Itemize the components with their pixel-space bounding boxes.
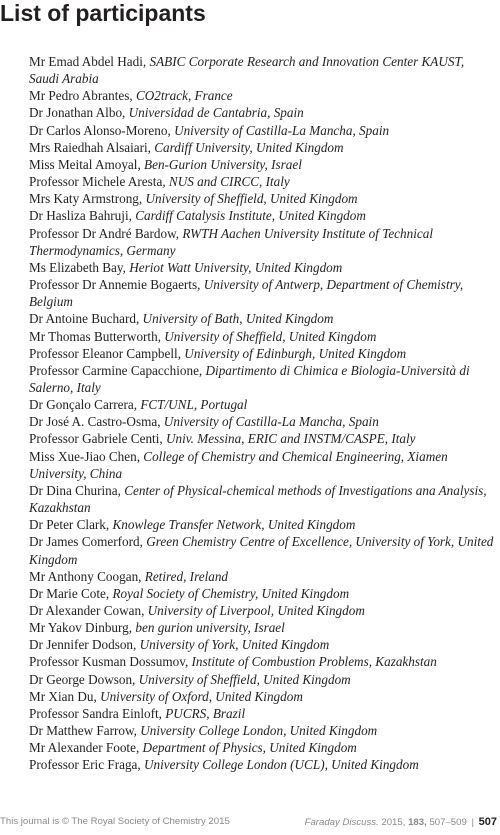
- participant-entry: Professor Carmine Capacchione, Dipartimento di Chimica e Biologia-Università di Salerno, Italy: [29, 362, 470, 395]
- participant-entry: Dr Jennifer Dodson, University of York, United Kingdom: [29, 637, 330, 653]
- participant-affiliation: Ben-Gurion University, Israel: [144, 156, 302, 172]
- participant-affiliation: Dipartimento di Chimica e Biologia-Università di Salerno, Italy: [29, 362, 470, 395]
- participant-affiliation: NUS and CIRCC, Italy: [168, 174, 290, 190]
- participant-name: Mrs Katy Armstrong: [29, 191, 139, 207]
- participant-name: Dr Jennifer Dodson: [29, 637, 134, 653]
- participant-list: [29, 53, 497, 774]
- participant-name: Dr Matthew Farrow: [29, 723, 134, 739]
- participant-affiliation: PUCRS, Brazil: [165, 705, 246, 721]
- participant-affiliation: University of Edinburgh, United Kingdom: [184, 345, 407, 361]
- participant-name: Mr Xian Du: [29, 688, 94, 704]
- participant-name: Dr George Dowson: [29, 671, 133, 687]
- participant-name: Dr Antoine Buchard: [29, 311, 136, 327]
- participant-entry: Mr Yakov Dinburg, ben gurion university, Israel: [29, 620, 285, 636]
- participant-affiliation: RWTH Aachen University Institute of Technical Thermodynamics, Germany: [29, 225, 433, 258]
- participant-name: Professor Gabriele Centi: [29, 431, 160, 447]
- participant-entry: Dr Dina Churina, Center of Physical-chemical methods of Investigations ana Analysis, Kazakhstan: [29, 482, 487, 516]
- participant-affiliation: Univ. Messina, ERIC and INSTM/CASPE, Italy: [165, 431, 416, 447]
- participant-name: Dr James Comerford: [29, 534, 140, 550]
- participant-name: Professor Dr André Bardow: [29, 225, 176, 241]
- participant-entry: Dr Gonçalo Carrera, FCT/UNL, Portugal: [29, 397, 248, 413]
- participant-affiliation: Retired, Ireland: [144, 568, 229, 584]
- participant-affiliation: Cardiff Catalysis Institute, United Kingdom: [135, 208, 366, 224]
- participant-entry: Dr Peter Clark, Knowlege Transfer Network, United Kingdom: [29, 517, 356, 533]
- participant-entry: Miss Xue-Jiao Chen, College of Chemistry and Chemical Engineering, Xiamen University, China: [29, 448, 448, 481]
- participant-entry: Professor Eric Fraga, University College London (UCL), United Kingdom: [29, 757, 419, 773]
- participant-name: Ms Elizabeth Bay: [29, 259, 123, 275]
- participant-affiliation: Institute of Combustion Problems, Kazakhstan: [191, 654, 437, 670]
- participant-entry: Professor Gabriele Centi, Univ. Messina, ERIC and INSTM/CASPE, Italy: [29, 431, 416, 447]
- participant-affiliation: University of Castilla-La Mancha, Spain: [163, 414, 379, 430]
- participant-entry: Dr José A. Castro-Osma, University of Castilla-La Mancha, Spain: [29, 414, 379, 430]
- participant-entry: Mr Thomas Butterworth, University of Sheffield, United Kingdom: [29, 328, 377, 344]
- footer-year: 2015,: [381, 817, 406, 828]
- participant-affiliation: Knowlege Transfer Network, United Kingdom: [112, 517, 356, 533]
- participant-entry: Professor Kusman Dossumov, Institute of Combustion Problems, Kazakhstan: [29, 654, 437, 670]
- participant-name: Miss Xue-Jiao Chen: [29, 448, 137, 464]
- participant-entry: Professor Dr André Bardow, RWTH Aachen University Institute of Technical Thermodynamics, Germany: [29, 225, 433, 258]
- participant-entry: Professor Dr Annemie Bogaerts, University of Antwerp, Department of Chemistry, Belgium: [29, 277, 464, 310]
- participant-name: Dr Marie Cote: [29, 585, 106, 601]
- participant-entry: Professor Michele Aresta, NUS and CIRCC, Italy: [29, 174, 290, 190]
- footer-volume: 183,: [408, 817, 427, 828]
- page-title: List of participants: [0, 0, 206, 26]
- participant-name: Mrs Raiedhah Alsaiari: [29, 139, 148, 155]
- participant-entry: Mr Pedro Abrantes, CO2track, France: [29, 88, 233, 104]
- footer-separator: |: [471, 817, 474, 828]
- participant-affiliation: University of Oxford, United Kingdom: [100, 688, 303, 704]
- participant-affiliation: Cardiff University, United Kingdom: [154, 139, 344, 155]
- participant-name: Dr José A. Castro-Osma: [29, 414, 158, 430]
- footer-citation: [305, 816, 497, 828]
- participant-affiliation: ben gurion university, Israel: [135, 620, 285, 636]
- participant-entry: Mr Emad Abdel Hadi, SABIC Corporate Research and Innovation Center KAUST, Saudi Arabia: [29, 54, 465, 87]
- participant-name: Mr Anthony Coogan: [29, 568, 139, 584]
- participant-affiliation: University of York, United Kingdom: [139, 637, 330, 653]
- participant-entry: Dr Hasliza Bahruji, Cardiff Catalysis Institute, United Kingdom: [29, 208, 366, 224]
- participant-name: Professor Kusman Dossumov: [29, 654, 185, 670]
- participant-affiliation: Heriot Watt University, United Kingdom: [129, 259, 343, 275]
- participant-name: Mr Yakov Dinburg: [29, 620, 129, 636]
- participant-entry: Professor Eleanor Campbell, University of Edinburgh, United Kingdom: [29, 345, 407, 361]
- participant-affiliation: University College London (UCL), United Kingdom: [144, 757, 419, 773]
- participant-affiliation: Department of Physics, United Kingdom: [142, 740, 357, 756]
- footer-copyright: This journal is © The Royal Society of Chemistry 2015: [0, 816, 230, 827]
- participant-affiliation: University of Liverpool, United Kingdom: [147, 603, 365, 618]
- participant-name: Professor Eric Fraga: [29, 757, 138, 773]
- participant-affiliation: University College London, United Kingdom: [140, 723, 378, 739]
- footer-pages: 507–509: [429, 817, 467, 828]
- participant-name: Mr Alexander Foote: [29, 740, 136, 756]
- participant-name: Dr Carlos Alonso-Moreno: [29, 122, 168, 138]
- participant-entry: Professor Sandra Einloft, PUCRS, Brazil: [29, 705, 246, 721]
- participant-entry: Dr Alexander Cowan, University of Liverpool, United Kingdom: [29, 603, 365, 618]
- participant-name: Mr Thomas Butterworth: [29, 328, 158, 344]
- participant-affiliation: University of Sheffield, United Kingdom: [145, 191, 358, 207]
- participant-name: Professor Michele Aresta: [29, 174, 163, 190]
- participant-entry: Dr Marie Cote, Royal Society of Chemistry, United Kingdom: [29, 585, 350, 601]
- participant-affiliation: University of Castilla-La Mancha, Spain: [174, 122, 390, 138]
- participant-affiliation: Royal Society of Chemistry, United Kingdom: [112, 585, 350, 601]
- participant-affiliation: University of Antwerp, Department of Chemistry, Belgium: [29, 277, 464, 310]
- participant-affiliation: Green Chemistry Centre of Excellence, University of York, United Kingdom: [29, 534, 494, 567]
- participant-entry: Miss Meital Amoyal, Ben-Gurion University, Israel: [29, 156, 302, 172]
- participant-name: Dr Peter Clark: [29, 517, 106, 533]
- participant-name: Dr Jonathan Albo: [29, 105, 123, 121]
- participant-affiliation: University of Sheffield, United Kingdom: [138, 671, 351, 687]
- participant-affiliation: Center of Physical-chemical methods of Investigations ana Analysis, Kazakhstan: [29, 482, 487, 516]
- participant-affiliation: University of Sheffield, United Kingdom: [164, 328, 377, 344]
- participant-name: Miss Meital Amoyal: [29, 156, 138, 172]
- page-number: 507: [478, 816, 497, 828]
- participant-entry: Dr George Dowson, University of Sheffield, United Kingdom: [29, 671, 351, 687]
- participant-affiliation: College of Chemistry and Chemical Engineering, Xiamen University, China: [29, 448, 448, 481]
- footer-journal: Faraday Discuss.: [304, 817, 379, 828]
- page-footer: [0, 816, 500, 830]
- participant-entry: Dr James Comerford, Green Chemistry Centre of Excellence, University of York, United Kingdom: [29, 534, 494, 567]
- participant-affiliation: University of Bath, United Kingdom: [142, 311, 334, 327]
- participant-name: Mr Pedro Abrantes: [29, 88, 130, 104]
- participant-entry: Ms Elizabeth Bay, Heriot Watt University, United Kingdom: [29, 259, 343, 275]
- participant-affiliation: SABIC Corporate Research and Innovation Center KAUST, Saudi Arabia: [29, 54, 465, 87]
- participant-entry: Mrs Raiedhah Alsaiari, Cardiff University, United Kingdom: [29, 139, 344, 155]
- participant-entry: Mr Anthony Coogan, Retired, Ireland: [29, 568, 229, 584]
- participant-name: Professor Carmine Capacchione: [29, 362, 199, 378]
- participant-name: Professor Sandra Einloft: [29, 705, 159, 721]
- participant-entry: Mrs Katy Armstrong, University of Sheffield, United Kingdom: [29, 191, 358, 207]
- participant-name: Mr Emad Abdel Hadi: [29, 54, 143, 69]
- participant-entry: Mr Alexander Foote, Department of Physics, United Kingdom: [29, 740, 357, 756]
- participant-name: Dr Hasliza Bahruji: [29, 208, 129, 224]
- participant-entry: Dr Jonathan Albo, Universidad de Cantabria, Spain: [29, 105, 304, 121]
- participant-entry: Dr Antoine Buchard, University of Bath, United Kingdom: [29, 311, 334, 327]
- participant-name: Professor Eleanor Campbell: [29, 345, 178, 361]
- participant-affiliation: FCT/UNL, Portugal: [140, 397, 248, 413]
- participant-affiliation: Universidad de Cantabria, Spain: [128, 105, 304, 121]
- participant-entry: Dr Matthew Farrow, University College London, United Kingdom: [29, 723, 378, 739]
- participant-affiliation: CO2track, France: [135, 88, 233, 104]
- participant-entry: Mr Xian Du, University of Oxford, United Kingdom: [29, 688, 303, 704]
- participant-entry: Dr Carlos Alonso-Moreno, University of Castilla-La Mancha, Spain: [29, 122, 390, 138]
- participant-name: Professor Dr Annemie Bogaerts: [29, 277, 198, 293]
- participant-name: Dr Alexander Cowan: [29, 603, 142, 618]
- participant-name: Dr Gonçalo Carrera: [29, 397, 134, 413]
- participant-name: Dr Dina Churina: [29, 482, 118, 498]
